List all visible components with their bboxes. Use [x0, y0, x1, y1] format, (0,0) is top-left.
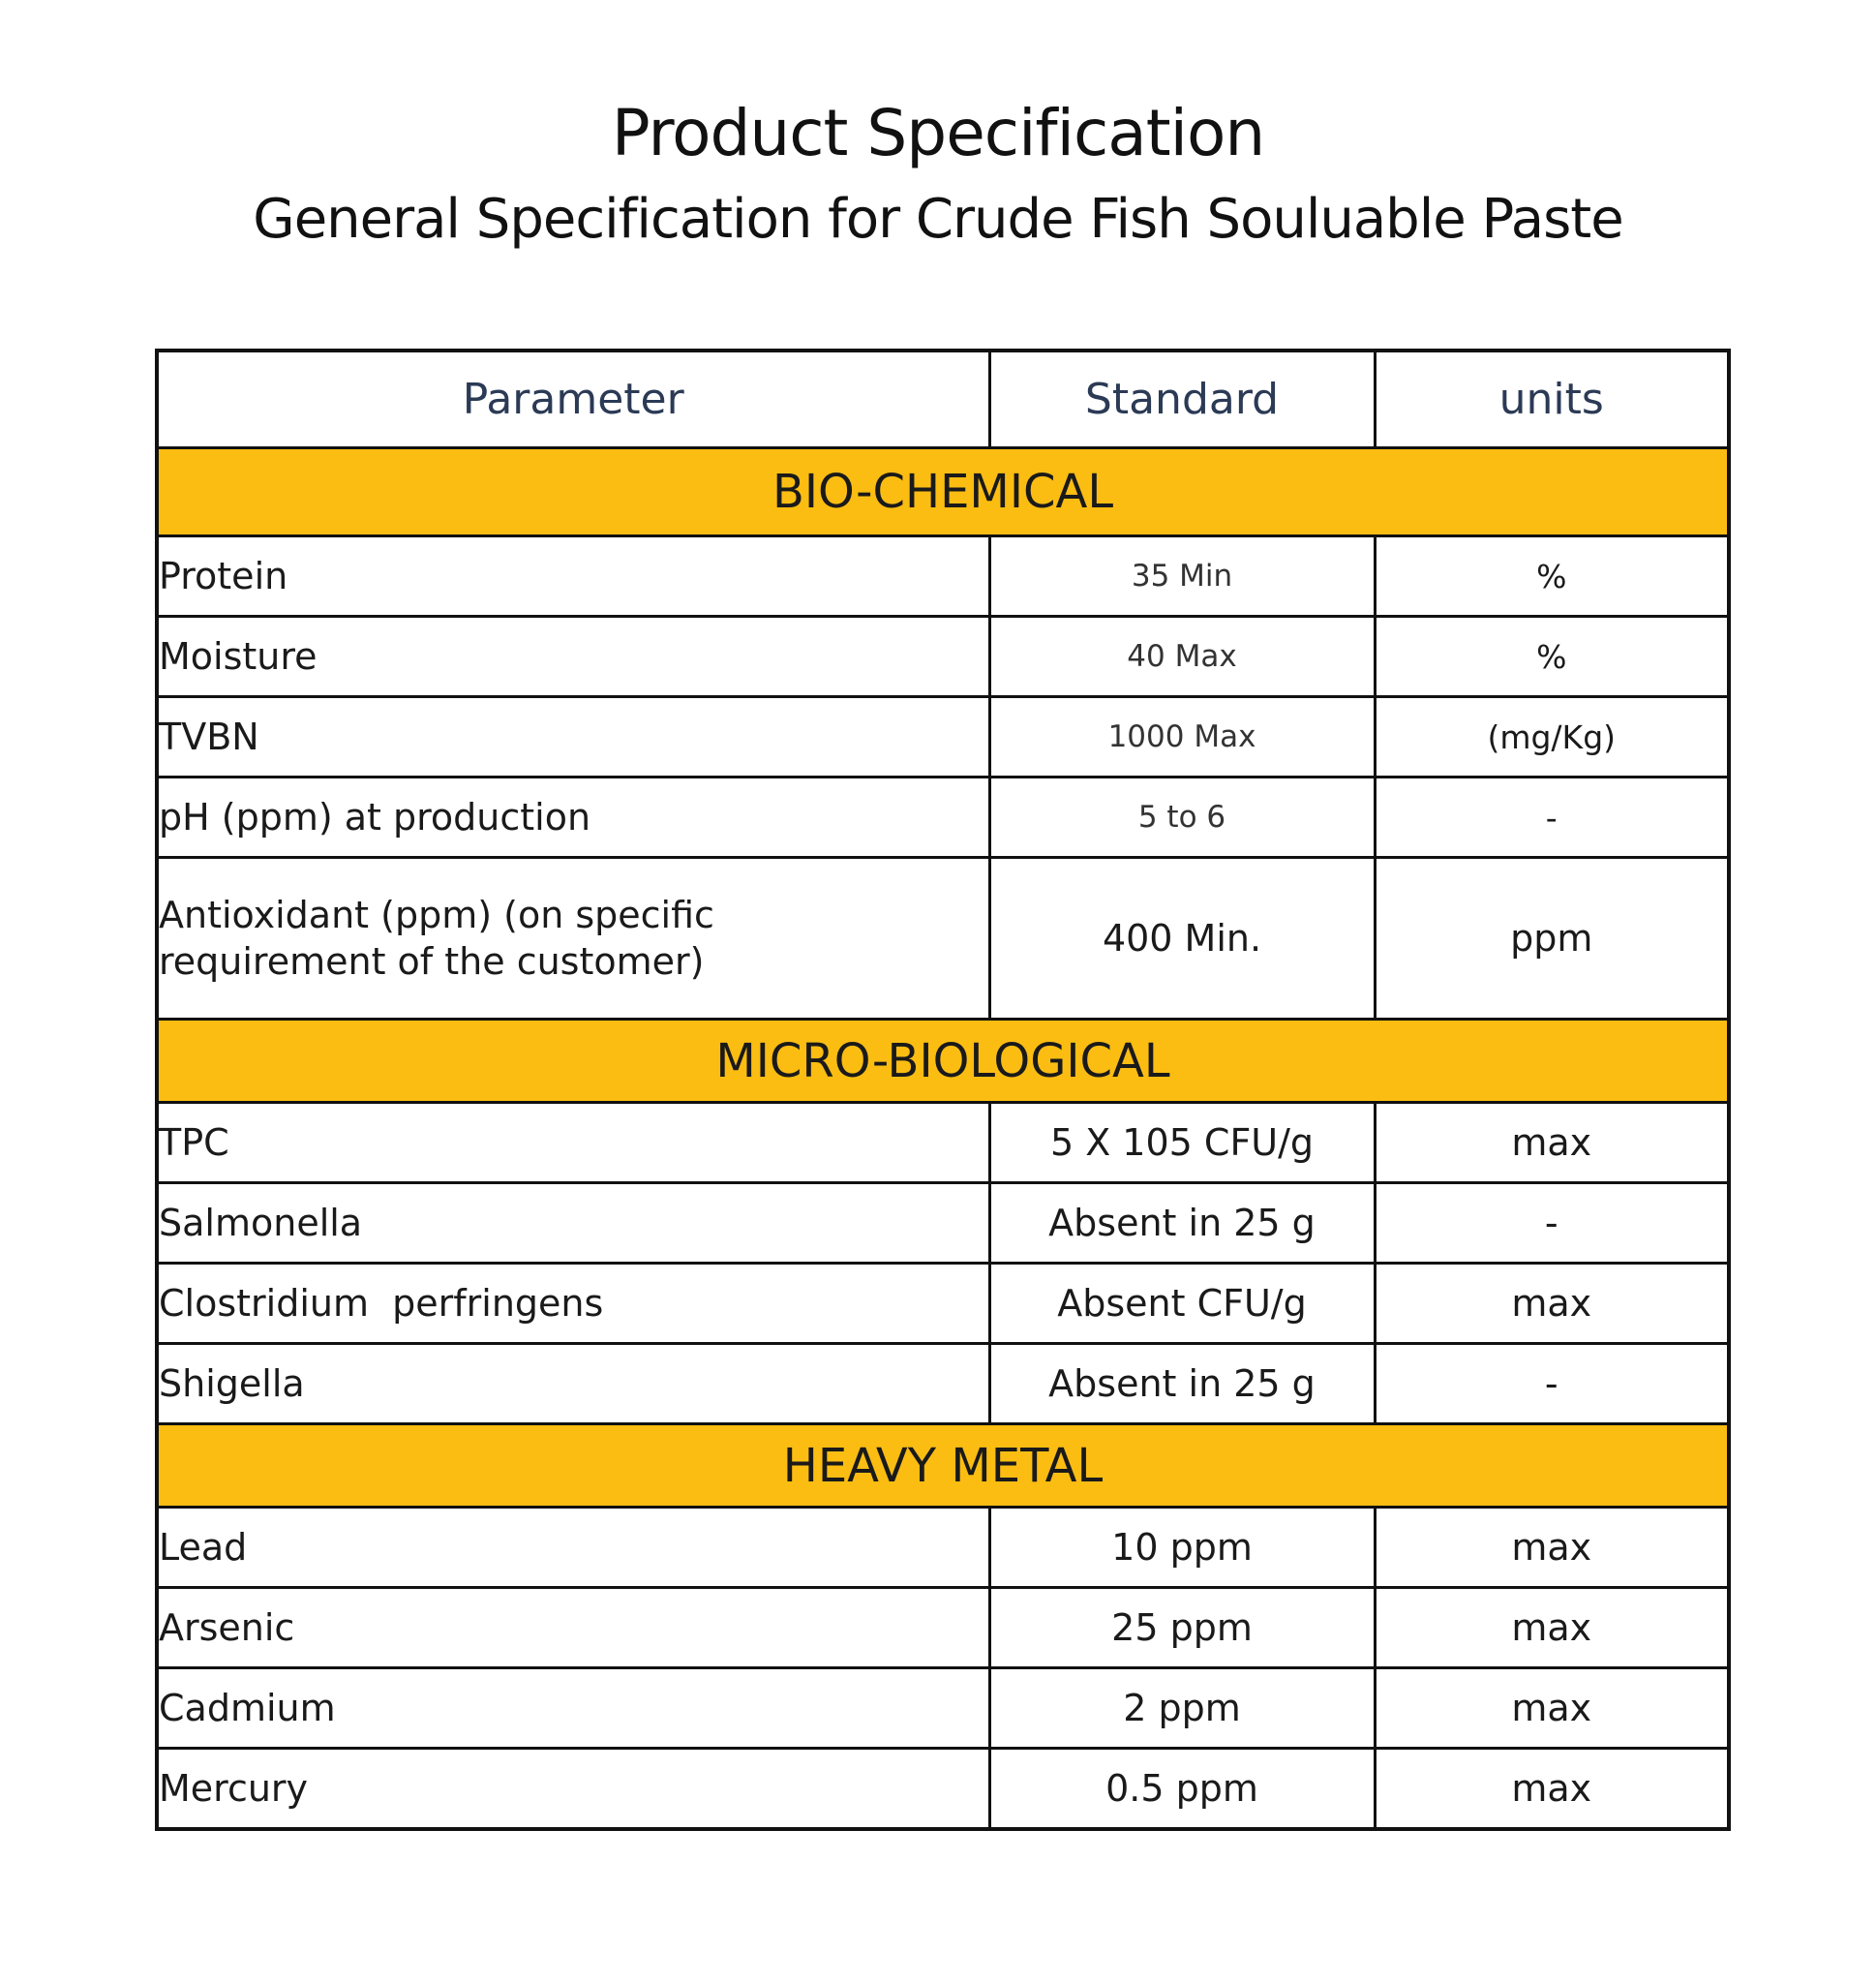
unit-cell: max [1375, 1749, 1729, 1830]
table-row [157, 1344, 1729, 1424]
table-row [157, 1264, 1729, 1344]
standard-cell: 5 X 105 CFU/g [989, 1103, 1375, 1183]
parameter-cell: Moisture [157, 617, 989, 697]
parameter-cell [157, 858, 989, 1020]
table-row [157, 536, 1729, 617]
unit-cell: max [1375, 1588, 1729, 1668]
standard-cell: 35 Min [989, 536, 1375, 617]
standard-cell: 10 ppm [989, 1508, 1375, 1588]
table-row [157, 1183, 1729, 1264]
unit-cell: max [1375, 1668, 1729, 1749]
parameter-line-1: Antioxidant (ppm) (on specific [159, 894, 714, 936]
standard-cell: 5 to 6 [989, 778, 1375, 858]
parameter-cell: Salmonella [157, 1183, 989, 1264]
header-parameter: Parameter [157, 351, 989, 448]
section-title: HEAVY METAL [157, 1424, 1729, 1508]
unit-cell: - [1375, 1183, 1729, 1264]
table-row [157, 778, 1729, 858]
specification-table [155, 349, 1731, 1831]
page-subtitle: General Specification for Crude Fish Souluable Paste [253, 188, 1623, 251]
section-title: BIO-CHEMICAL [157, 448, 1729, 536]
parameter-cell: Clostridium perfringens [157, 1264, 989, 1344]
table-row [157, 858, 1729, 1020]
standard-cell: Absent CFU/g [989, 1264, 1375, 1344]
standard-cell: 400 Min. [989, 858, 1375, 1020]
standard-cell: 2 ppm [989, 1668, 1375, 1749]
parameter-cell: Cadmium [157, 1668, 989, 1749]
parameter-cell: Mercury [157, 1749, 989, 1830]
page-title: Product Specification [611, 96, 1265, 170]
standard-cell: Absent in 25 g [989, 1183, 1375, 1264]
parameter-cell: TVBN [157, 697, 989, 778]
parameter-cell: Protein [157, 536, 989, 617]
unit-cell: (mg/Kg) [1375, 697, 1729, 778]
unit-cell: max [1375, 1508, 1729, 1588]
section-bio-chemical [157, 448, 1729, 536]
unit-cell: % [1375, 617, 1729, 697]
unit-cell: % [1375, 536, 1729, 617]
table-row [157, 1103, 1729, 1183]
header-units: units [1375, 351, 1729, 448]
table-row [157, 1588, 1729, 1668]
table-row [157, 697, 1729, 778]
standard-cell: Absent in 25 g [989, 1344, 1375, 1424]
parameter-cell: Lead [157, 1508, 989, 1588]
standard-cell: 1000 Max [989, 697, 1375, 778]
table-row [157, 1508, 1729, 1588]
parameter-cell: TPC [157, 1103, 989, 1183]
header-standard: Standard [989, 351, 1375, 448]
unit-cell: max [1375, 1103, 1729, 1183]
parameter-cell: Arsenic [157, 1588, 989, 1668]
table-row [157, 617, 1729, 697]
parameter-cell: Shigella [157, 1344, 989, 1424]
standard-cell: 25 ppm [989, 1588, 1375, 1668]
table-row [157, 1668, 1729, 1749]
parameter-line-2: requirement of the customer) [159, 940, 705, 983]
section-micro-biological [157, 1020, 1729, 1103]
table-header-row [157, 351, 1729, 448]
unit-cell: - [1375, 778, 1729, 858]
standard-cell: 0.5 ppm [989, 1749, 1375, 1830]
standard-cell: 40 Max [989, 617, 1375, 697]
section-heavy-metal [157, 1424, 1729, 1508]
parameter-cell: pH (ppm) at production [157, 778, 989, 858]
section-title: MICRO-BIOLOGICAL [157, 1020, 1729, 1103]
table-row [157, 1749, 1729, 1830]
unit-cell: ppm [1375, 858, 1729, 1020]
unit-cell: - [1375, 1344, 1729, 1424]
unit-cell: max [1375, 1264, 1729, 1344]
